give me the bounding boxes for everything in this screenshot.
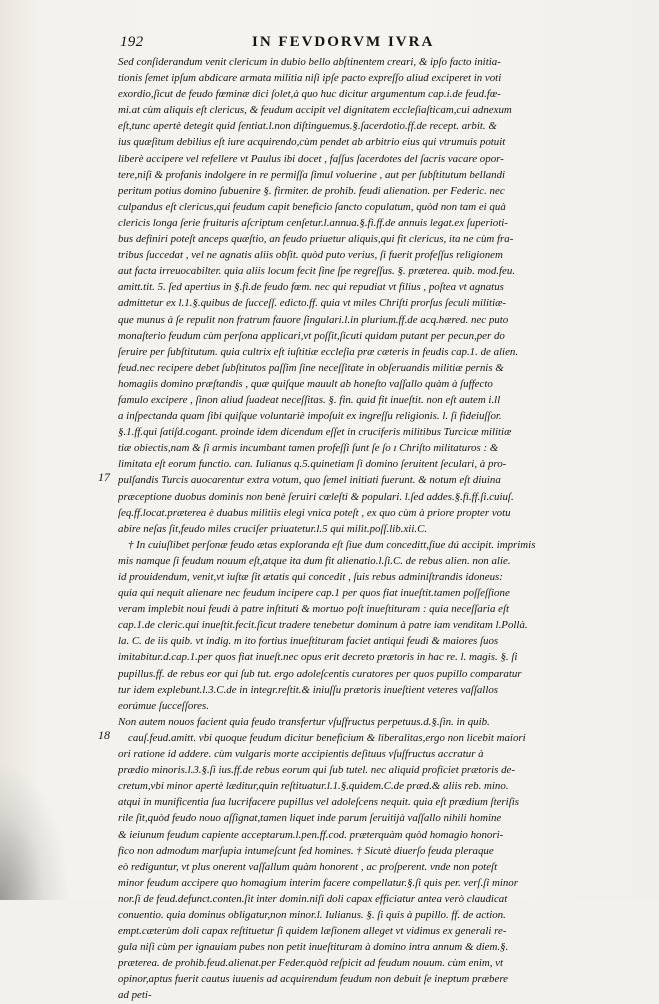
text-line: culpandus eſt clericus,qui feudum capit beneficio ſancto copulatum, quòd non tam ei quà (118, 200, 506, 213)
running-head: IN FEVDORVM IVRA (252, 34, 435, 50)
text-line: nor.ſi de feud.defunct.conten.ſit inter domin.niſi doli capax efficiatur antea verò claudicat (118, 892, 508, 905)
text-line: cauſ.feud.amitt. vbi quoque feudum dicitur beneficium & liberalitas,ergo non licebit maiori (128, 731, 526, 744)
text-line: homagiis domino præſtandis , quæ quiſque mauult ab honeſto vaſſallo quàm à ſuffecto (118, 377, 493, 390)
text-line: pulſandis Turcis auocarentur extra votum, quo ſemel initiati fuerunt. & notum eſt diuina (118, 474, 501, 487)
text-line: liberè accipere vel refellere vt Paulus ibi docet , faſſus ſacerdotes del ſacris vacare opor- (118, 152, 504, 165)
scan-shadow (0, 760, 70, 900)
text-line: exordio,ſicut de feudo fœminæ dici ſolet,à quo huc dicitur argumentum cap.i.de feud.fœ- (118, 88, 501, 101)
text-line: admittetur ex l.1.§.quibus de ſucceſſ. edicto.ff. quia vt miles Chriſti prorſus ſeculi militiæ- (118, 297, 506, 310)
text-line: mis namque ſi feudum nouum eſt,atque ita dum fit alienatio.l.ſi.C. de rebus alien. non alie. (118, 554, 511, 567)
margin-note-number: 17 (98, 470, 110, 484)
page-number: 192 (120, 34, 144, 50)
text-line: famulo excipere , ſinon aliud ſuadeat neceſſitas. §. fin. quid fit inueſtit. non eſt autem i.ll (118, 393, 501, 406)
page-header (120, 34, 600, 56)
text-line: clericis longa ſerie fruituris aſcriptum cenſetur.l.annua.§.fi.ff.de annuis legat.ex ſuperioti- (118, 216, 508, 229)
text-line: præceptione duobus dominis non benè ſeruiri cœleſti & populari. l.ſed addes.§.fi.ff.ſi.cuiuſ. (118, 490, 514, 503)
text-line: abire neſas ſit,feudo miles cruciſer priuatetur.l.5 qui milit.poſſ.lib.xii.C. (118, 522, 428, 535)
text-line: id prouidendum, venit,vt iuſtæ ſit ætatis qui concedit , ſuis rebus adminiſtrandis idoneus: (118, 571, 503, 583)
text-line: que munus à ſe repulit non fratrum fauore ſingulari.l.in plurium.ff.de acq.hæred. nec puto (118, 313, 509, 326)
text-line: cretum,vbi minor apertè læditur,quin reſtituatur.l.1.§.quidem.C.de præd.& aliis reb. mino. (118, 780, 509, 793)
text-line: ſeruire per ſubſtitutum. quia cultrix eſt iuſtitiæ eccleſia præ cæteris in feudis cap.1. de alien. (118, 345, 519, 358)
text-line: tiæ obiectis,nam & ſi armis incumbant tamen profeſſi ſunt ſe ſo ɪ Chriſto militaturos : & (118, 442, 499, 455)
text-line: mi.at cùm aliquis eſt clericus, & feudum accipit vel dignitatem eccleſiaſticam,cui adnexum (118, 104, 512, 117)
margin-note-number: 18 (98, 728, 110, 742)
text-line: feud.nec recipere debet ſubſtitutos paſſim ſine neceſſitate in obſeruandis militiæ pernis & (118, 361, 504, 374)
text-line: amitt.tit. 5. ſed apertius in §.fi.de feudo fœm. nec qui repudiat vt filius , poſtea vt agnatus (118, 281, 504, 294)
text-line: pupillus.ff. de rebus eor qui ſub tut. ergo adoleſcentis curatores per quos pupillo comparatur (118, 667, 522, 680)
text-line: §.1.ff.qui ſatiſd.cogant. proinde idem dicendum eſſet in cruciferis militibus Turcicæ militiæ (118, 426, 512, 439)
text-line: veram implebit noui feudi à patre inſtituti & mortuo poſt inueſtituram : quia neceſſaria eſt (118, 603, 510, 616)
text-line: bus definiri poteſt anceps quæſtio, an feudo priuetur aliquis,qui fit clericus, ita ne cùm fra- (118, 233, 514, 246)
text-line: & ieiunum feudum capiente acceptarum.l.pen.ff.cod. præterquàm quòd homagio honori- (118, 828, 504, 841)
text-line: quia qui nequit alienare nec feudum incipere cap.1 per quos fiat inueſtit.tamen poſſeſſione (118, 587, 510, 600)
text-line: la. C. de iis quib. vt indig. m ito fortius inueſtituram faciet antiqui feudi & maiores ſuos (118, 635, 499, 648)
text-line: tribus ſuccedat , vel ne agnatis aliis obſit. quòd puto verius, ſi fuerit profeſſus religionem (118, 249, 503, 262)
text-line: aut facta irreuocabilter. quia aliis locum fecit ſine ſpe regreſſus. §. præterea. quib. mod.feu. (118, 265, 516, 278)
text-line: empt.cæterùm doli capax reſtituetur ſi quidem læſionem alleget vt vidimus ex generali re- (118, 925, 507, 938)
text-line: a inſpectanda quam ſibi quiſque voluntariè impoſuit ex ingreſſu religionis. l. ſi fideiuſſor. (118, 410, 502, 423)
text-line: tere,niſi & profanis indolgere in re permiſſa ſimul voluerine , aut per ſubſtitutum bellandi (118, 168, 506, 181)
text-line: rile ſit,quòd feudo nouo aſſignat,tamen liquet inde parum ſeruitijà vaſſallo nihili homine (118, 812, 502, 825)
text-line: peritum potius domino ſubuenire §. firmiter. de prohib. feudi alienation. per Federic. nec (118, 184, 505, 197)
text-line: tur idem explebunt.l.3.C.de in integr.reſtit.& iniuſſu prætoris inueſtient veteres vaſſallos (118, 683, 499, 696)
text-line: opinor,aptus fuerit cautus iuuenis ad acquirendum feudum non debuit ſe ineptum præbere (118, 973, 509, 986)
text-line: cap.1.de cleric.qui inueſtit.fecit.ſicut tradere tenebetur dominum à patre iam venditam l.Pollà. (118, 619, 528, 632)
text-line: minor feudum accipere quo homagium interim facere compellatur.§.ſi quis per. verſ.ſi minor (118, 876, 518, 889)
text-line: Non autem nouos facient quia feudo transfertur vſuſfructus perpetuus.d.§.ſin. in quib. (118, 715, 490, 728)
text-line: conuentio. quia dominus obligatur,non minor.l. Iulianus. §. ſi quis à pupillo. ff. de action. (118, 908, 506, 921)
text-line: ori ratione id addere. cùm vulgaris morte accipientis deſituus vſuſfructus accratur à (118, 748, 484, 761)
body-text (118, 54, 598, 1004)
text-line: † In cuiuſlibet perſonæ feudo ætas exploranda eſt ſiue dum conceditt,ſiue dú accipit. imprimis (128, 538, 536, 551)
text-line: limitata eſt eorum functio. can. Iulianus q.5.quinetiam ſi domino ſeruitent ſeculari, à pro- (118, 458, 507, 471)
text-line: imitabitur.d.cap.1.per quos fiat inueſt.nec opus erit decreto prætoris in hac re. l. magis. §. ſi (118, 651, 518, 664)
text-line: fico non admodum marſupia intumeſcunt ſed homines. † Sicutè diuerſo feuda pleraque (118, 844, 494, 857)
text-line: tionis ſemet ipſum abdicare armata militia niſi ipſe pacto expreſſo aliud exciperet in voti (118, 72, 502, 85)
text-line: eſt,tunc apertè detegit quid ſentiat.l.non diſtinguemus.§.ſacerdotio.ff.de recept. arbit. & (118, 120, 497, 133)
text-line: atqui in munificentia ſua lucrifacere pupillus vel adoleſcens nequit. quia eſt prædium ſteriſis (118, 796, 519, 809)
text-line: præterea. de prohib.feud.alienat.per Feder.quòd reſpicit ad feudum nouum. cùm enim, vt (118, 957, 504, 970)
text-line: ad peti- (118, 989, 152, 1002)
text-line: eorúmue ſucceſſores. (118, 699, 209, 712)
text-line: ius quæſitum debilius eſt iure acquirendo,cùm pendet ab arbitrio eius qui vtrumuis potuit (118, 136, 506, 149)
text-line: Sed conſiderandum venit clericum in dubio bello abſtinentem creari, & ipſo facto initia- (118, 56, 501, 68)
text-line: ſeq.ff.locat.præterea è duabus militiis elegi vnica poteſt , ex quo cùm à priore propter votu (118, 506, 511, 519)
text-line: eò rediguntur, vt plus onerent vaſſallum quàm honorent , ac proſperent. vnde non poteſt (118, 860, 498, 873)
text-line: prædio minoris.l.3.§.ſi ius.ff.de rebus eorum qui ſub tutel. nec aliquid proficiet prætoris de- (118, 764, 515, 777)
text-line: gula niſi cùm per ignauiam pubes non petit inueſtituram à domino intra annum & diem.§. (118, 941, 509, 954)
text-line: monaſterio feudum cùm perſona applicari,vt poſſit,ſicuti quidam putant per pecun,per do (118, 329, 505, 342)
